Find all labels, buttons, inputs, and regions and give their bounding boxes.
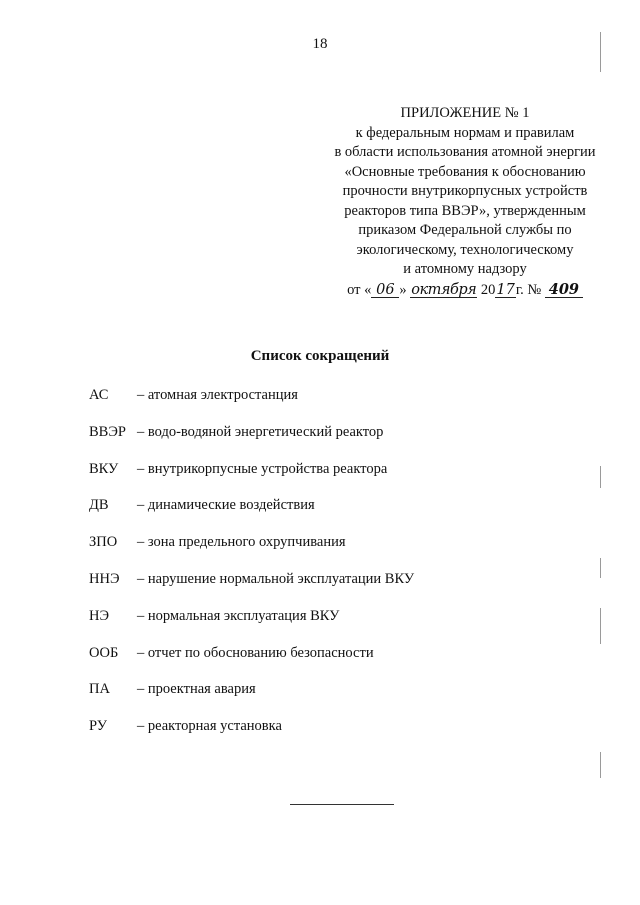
abbreviation-term: ВКУ: [89, 460, 119, 477]
abbreviation-term: РУ: [89, 718, 107, 735]
approval-year: 17: [496, 281, 515, 298]
list-item: [89, 571, 609, 608]
abbreviation-list: [89, 387, 609, 755]
abbreviation-definition: – водо-водяной энергетический реактор: [137, 423, 384, 440]
list-item: [89, 534, 609, 571]
abbreviation-term: ННЭ: [89, 570, 120, 587]
abbreviation-definition: – отчет по обоснованию безопасности: [137, 644, 374, 661]
appendix-line: реакторов типа ВВЭР», утвержденным: [344, 202, 586, 219]
abbreviation-definition: – реакторная установка: [137, 718, 282, 735]
abbreviation-term: ВВЭР: [89, 423, 126, 440]
abbreviation-term: ПА: [89, 681, 110, 698]
end-divider: [290, 804, 394, 805]
scan-edge-mark: [600, 752, 601, 778]
approval-line: [300, 281, 630, 301]
list-item: [89, 424, 609, 461]
approval-day: 06: [371, 283, 399, 298]
appendix-title: ПРИЛОЖЕНИЕ № 1: [400, 105, 530, 121]
list-item: [89, 497, 609, 534]
scan-edge-mark: [600, 558, 601, 578]
approval-day-close: »: [399, 281, 407, 298]
abbreviation-term: ДВ: [89, 497, 109, 514]
abbreviation-term: ООБ: [89, 644, 119, 661]
appendix-line: приказом Федеральной службы по: [358, 222, 572, 238]
appendix-line: «Основные требования к обоснованию: [344, 163, 586, 180]
scan-edge-mark: [600, 32, 601, 72]
abbreviation-term: АС: [89, 387, 109, 403]
section-title: Список сокращений: [250, 348, 390, 364]
abbreviation-term: НЭ: [89, 607, 110, 624]
appendix-line: к федеральным нормам и правилам: [355, 124, 575, 141]
abbreviation-definition: – проектная авария: [137, 681, 256, 698]
list-item: [89, 608, 609, 645]
approval-number: 409: [545, 283, 583, 298]
list-item: [89, 645, 609, 682]
approval-prefix: от «: [347, 281, 372, 298]
abbreviation-definition: – динамические воздействия: [137, 497, 315, 514]
list-item: [89, 387, 609, 424]
approval-number-prefix: г. №: [515, 281, 542, 298]
appendix-line: в области использования атомной энергии: [334, 144, 596, 160]
abbreviation-definition: – атомная электростанция: [137, 387, 298, 403]
approval-year-prefix: 20: [480, 281, 496, 298]
abbreviation-term: ЗПО: [89, 534, 118, 551]
approval-month: октября: [411, 281, 477, 298]
list-item: [89, 718, 609, 755]
appendix-line: экологическому, технологическому: [356, 241, 574, 258]
page-number: 18: [312, 36, 328, 52]
list-item: [89, 681, 609, 718]
abbreviation-definition: – нормальная эксплуатация ВКУ: [137, 607, 340, 624]
scan-edge-mark: [600, 466, 601, 488]
appendix-line: прочности внутрикорпусных устройств: [342, 183, 588, 199]
abbreviation-definition: – нарушение нормальной эксплуатации ВКУ: [137, 570, 415, 587]
appendix-line: и атомному надзору: [403, 261, 527, 277]
abbreviation-definition: – зона предельного охрупчивания: [137, 534, 346, 551]
scan-edge-mark: [600, 608, 601, 644]
abbreviation-definition: – внутрикорпусные устройства реактора: [137, 460, 388, 477]
list-item: [89, 461, 609, 498]
appendix-header: [300, 104, 630, 300]
